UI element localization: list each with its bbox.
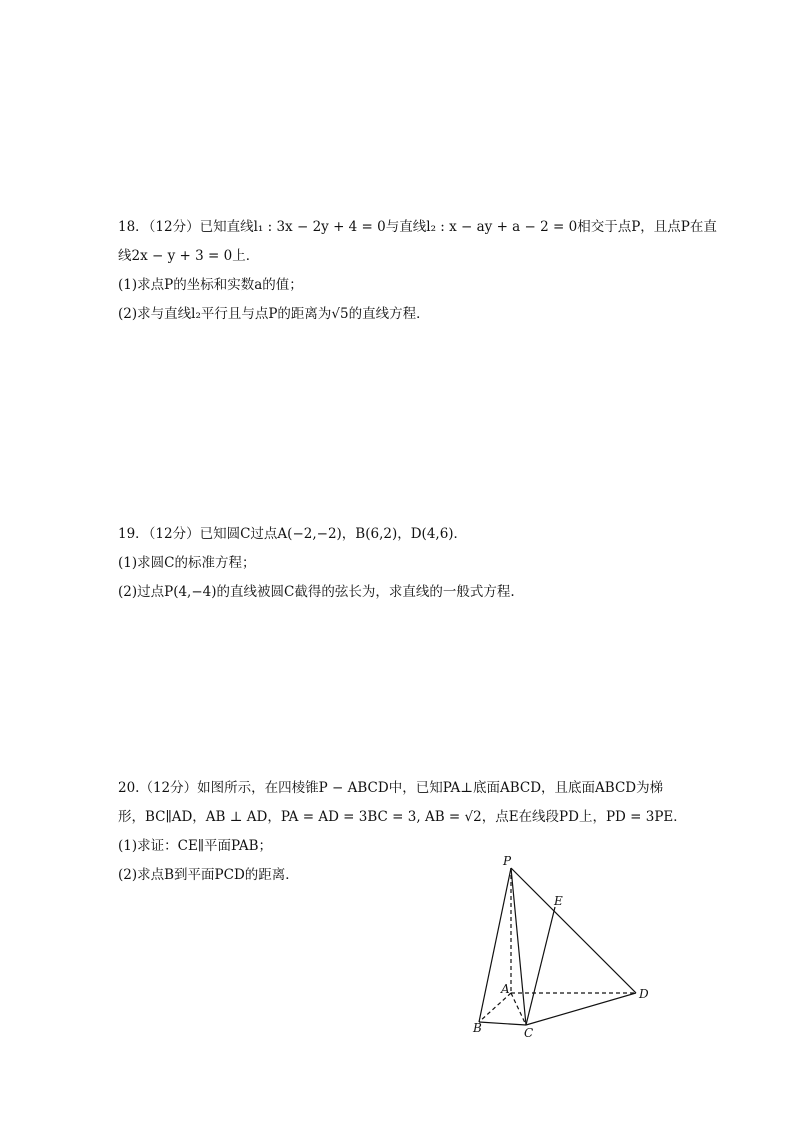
pyramid-figure [465,850,680,1045]
label-B: B [473,1021,482,1035]
label-C: C [524,1026,534,1040]
problem-18-part-1: (1)求点P的坐标和实数a的值； [118,277,303,293]
problem-20-part-2: (2)求点B到平面PCD的距离． [118,867,299,883]
problem-20-line-1: 20.（12分）如图所示，在四棱锥P − ABCD中，已知PA⊥底面ABCD，且底面ABCD为梯 [118,780,664,796]
edge-CE [526,907,555,1025]
label-A: A [501,982,510,996]
edge-CD [526,993,636,1025]
problem-18-part-2: (2)求与直线l₂平行且与点P的距离为√5的直线方程． [118,306,430,322]
edge-PB [479,868,511,1022]
edge-PD [511,868,636,993]
problem-18-line-1: 18．（12分）已知直线l₁ : 3x − 2y + 4 = 0与直线l₂ : x − ay + a − 2 = 0相交于点P，且点P在直 [118,219,717,235]
problem-20-part-1: (1)求证：CE∥平面PAB； [118,838,273,854]
label-P: P [503,854,512,868]
label-E: E [554,894,563,908]
problem-18-line-2: 线2x − y + 3 = 0上． [118,248,260,264]
problem-19-part-2: (2)过点P(4,−4)的直线被圆C截得的弦长为，求直线的一般式方程. [118,584,515,600]
problem-20-line-2: 形，BC∥AD，AB ⊥ AD，PA = AD = 3BC = 3, AB = √2，点E在线段PD上，PD = 3PE． [118,809,687,825]
edge-BC [479,1022,526,1025]
edge-PC [511,868,526,1025]
label-D: D [639,987,649,1001]
problem-19-line-1: 19．（12分）已知圆C过点A(−2,−2)，B(6,2)，D(4,6)． [118,526,468,542]
problem-19-part-1: (1)求圆C的标准方程； [118,555,256,571]
